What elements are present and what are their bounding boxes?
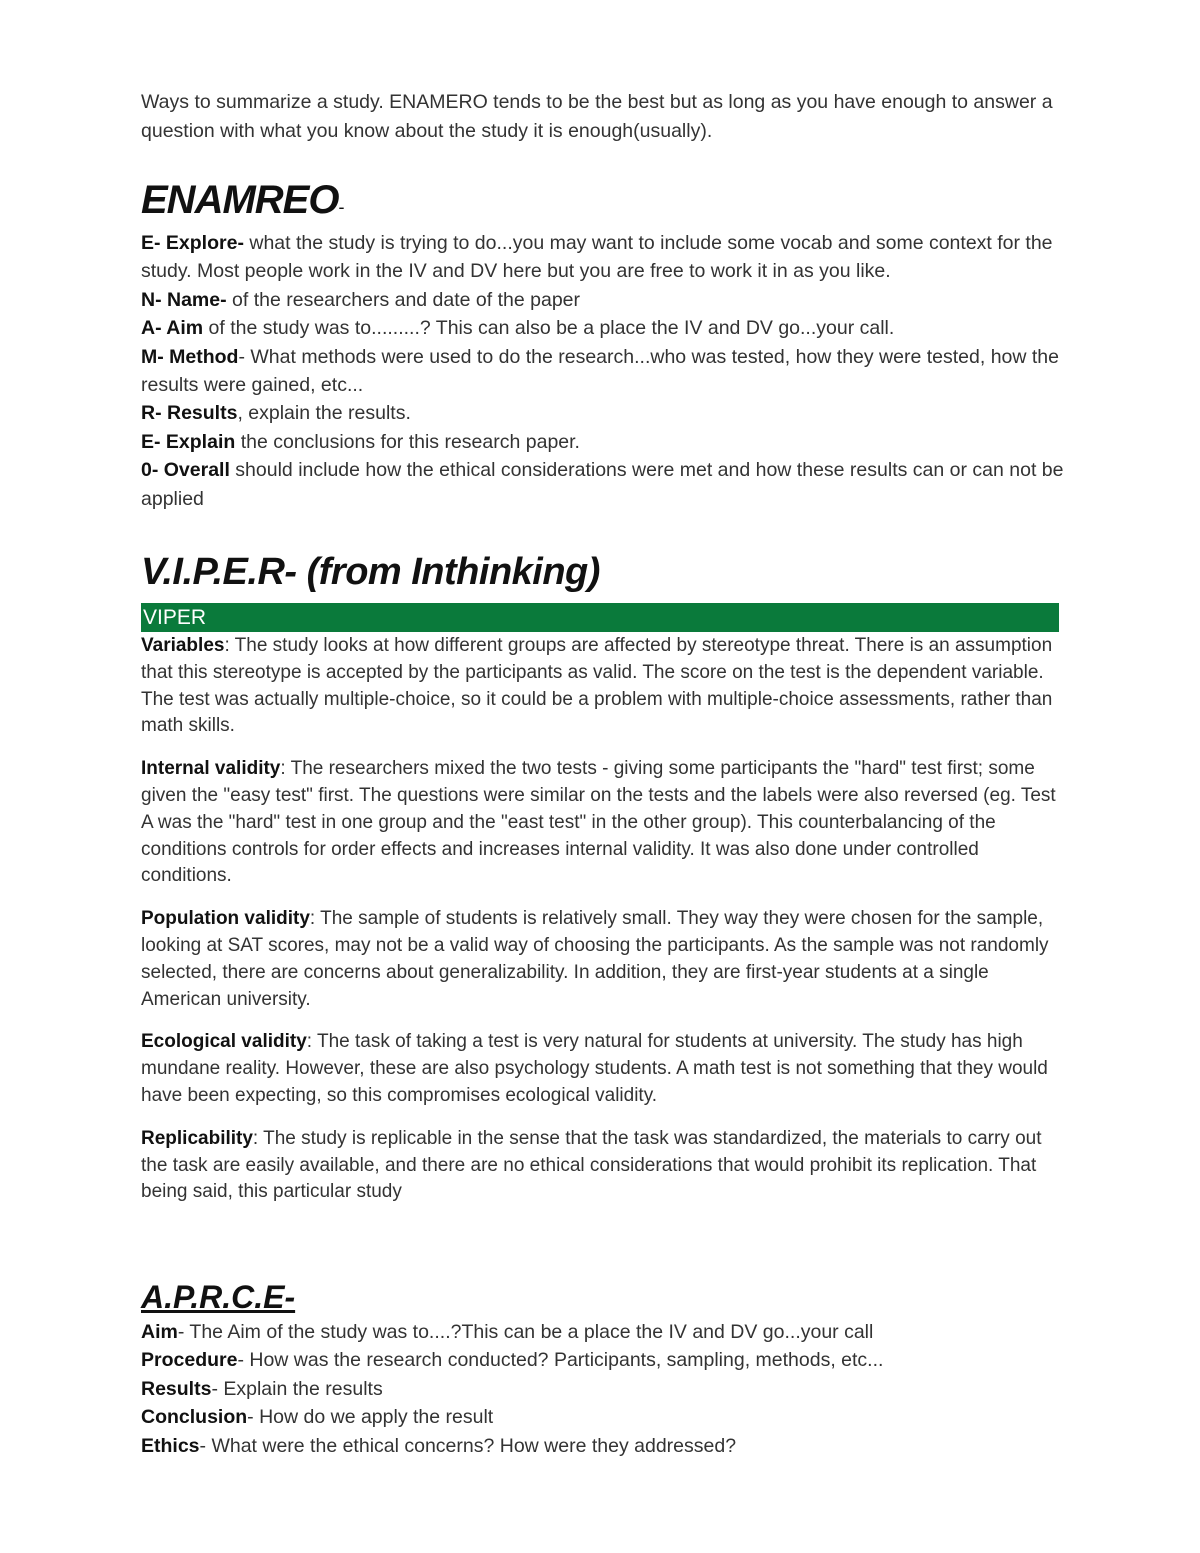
enamreo-text: - What methods were used to do the research...who was tested, how they were tested, how the results were gained, etc... — [141, 345, 1059, 397]
enamreo-item-explain — [141, 428, 1071, 456]
aprce-key: Aim — [141, 1321, 178, 1343]
viper-key: Replicability — [141, 1127, 253, 1149]
viper-paragraph-variables — [141, 633, 1066, 740]
viper-text: : The study looks at how different groups are affected by stereotype threat. There is an assumption that this stereotype is accepted by the participants as valid. The score on the test is the dependent variable. The test was actually multiple-choice, so it could be a problem with multiple-choice assessments, rather than math skills. — [141, 635, 1053, 737]
aprce-text: - The Aim of the study was to....?This can be a place the IV and DV go...your call — [177, 1321, 874, 1343]
aprce-item-procedure — [141, 1346, 1071, 1374]
enamreo-text: what the study is trying to do...you may want to include some vocab and some context for the study. Most people work in the IV and DV here but you are free to work it in as you like. — [141, 232, 1053, 283]
enamreo-key: N- Name- — [141, 288, 227, 311]
enamreo-text: should include how the ethical considerations were met and how these results can or can not be applied — [141, 459, 1064, 510]
enamreo-item-aim — [141, 314, 1071, 342]
enamreo-text: , explain the results. — [237, 402, 411, 425]
aprce-key: Procedure — [141, 1349, 238, 1372]
aprce-heading: A.P.R.C.E- — [141, 1279, 296, 1315]
enamreo-item-method — [141, 343, 1071, 400]
enamreo-text: the conclusions for this research paper. — [235, 430, 580, 453]
viper-key: Internal validity — [141, 758, 281, 780]
viper-body — [141, 633, 1066, 1222]
viper-text: : The sample of students is relatively small. They way they were chosen for the sample, looking at SAT scores, may not be a valid way of choosing the participants. As the sample was not randomly selected, there are concerns about generalizability. In addition, they are first-year students at a single American university. — [141, 908, 1049, 1010]
enamreo-item-name — [141, 286, 1071, 314]
viper-key: Ecological validity — [141, 1031, 307, 1053]
aprce-item-conclusion — [141, 1403, 1071, 1431]
viper-text: : The researchers mixed the two tests - giving some participants the "hard" test first; some given the "easy test" first. The questions were similar on the tests and the labels were also reversed (eg. Test A was the "hard" test in one group and the "east test" in the other group). This counterbalancing of the conditions controls for order effects and increases internal validity. It was also done under controlled conditions. — [141, 758, 1056, 887]
viper-text: : The task of taking a test is very natural for students at university. The study has high mundane reality. However, these are also psychology students. A math test is not something that they would have been expecting, so this compromises ecological validity. — [141, 1031, 1048, 1106]
viper-key: Population validity — [141, 908, 310, 930]
enamreo-item-results — [141, 399, 1071, 427]
enamreo-text: of the researchers and date of the paper — [226, 288, 581, 311]
aprce-item-aim — [141, 1318, 1071, 1346]
viper-paragraph-replicability — [141, 1126, 1066, 1206]
enamreo-key: E- Explore- — [141, 232, 244, 254]
enamreo-key: M- Method — [141, 345, 239, 368]
enamreo-key: 0- Overall — [141, 459, 230, 482]
aprce-key: Ethics — [141, 1434, 200, 1457]
intro-paragraph: Ways to summarize a study. ENAMERO tends to be the best but as long as you have enough to answer a question with what you know about the study it is enough(usually). — [141, 91, 1053, 142]
enamreo-key: E- Explain — [141, 430, 236, 453]
aprce-key: Conclusion — [141, 1406, 248, 1429]
viper-section-bar: VIPER — [141, 603, 1059, 632]
aprce-text: - What were the ethical concerns? How were they addressed? — [199, 1434, 737, 1457]
viper-paragraph-ecological-validity — [141, 1029, 1066, 1109]
aprce-item-results — [141, 1375, 1071, 1403]
enamreo-title-suffix: - — [338, 197, 345, 217]
aprce-text: - How was the research conducted? Participants, sampling, methods, etc... — [237, 1349, 884, 1372]
enamreo-title: ENAMREO — [141, 178, 339, 222]
aprce-text: - How do we apply the result — [247, 1406, 494, 1429]
enamreo-item-overall — [141, 456, 1071, 513]
aprce-text: - Explain the results — [211, 1377, 383, 1400]
enamreo-list — [141, 229, 1071, 513]
aprce-list — [141, 1318, 1071, 1460]
viper-text: : The study is replicable in the sense that the task was standardized, the materials to carry out the task are easily available, and there are no ethical considerations that would prohibit its replication. That being said, this particular study — [141, 1127, 1042, 1203]
viper-paragraph-population-validity — [141, 906, 1066, 1013]
aprce-key: Results — [141, 1377, 212, 1400]
viper-heading: V.I.P.E.R- (from Inthinking) — [141, 551, 600, 593]
enamreo-text: of the study was to.........? This can also be a place the IV and DV go...your call. — [203, 317, 895, 340]
enamreo-key: R- Results — [141, 402, 238, 425]
viper-paragraph-internal-validity — [141, 756, 1066, 890]
enamreo-heading — [141, 178, 344, 229]
enamreo-key: A- Aim — [141, 317, 204, 340]
viper-key: Variables — [141, 635, 225, 656]
enamreo-item-explore — [141, 229, 1071, 286]
aprce-item-ethics — [141, 1432, 1071, 1460]
